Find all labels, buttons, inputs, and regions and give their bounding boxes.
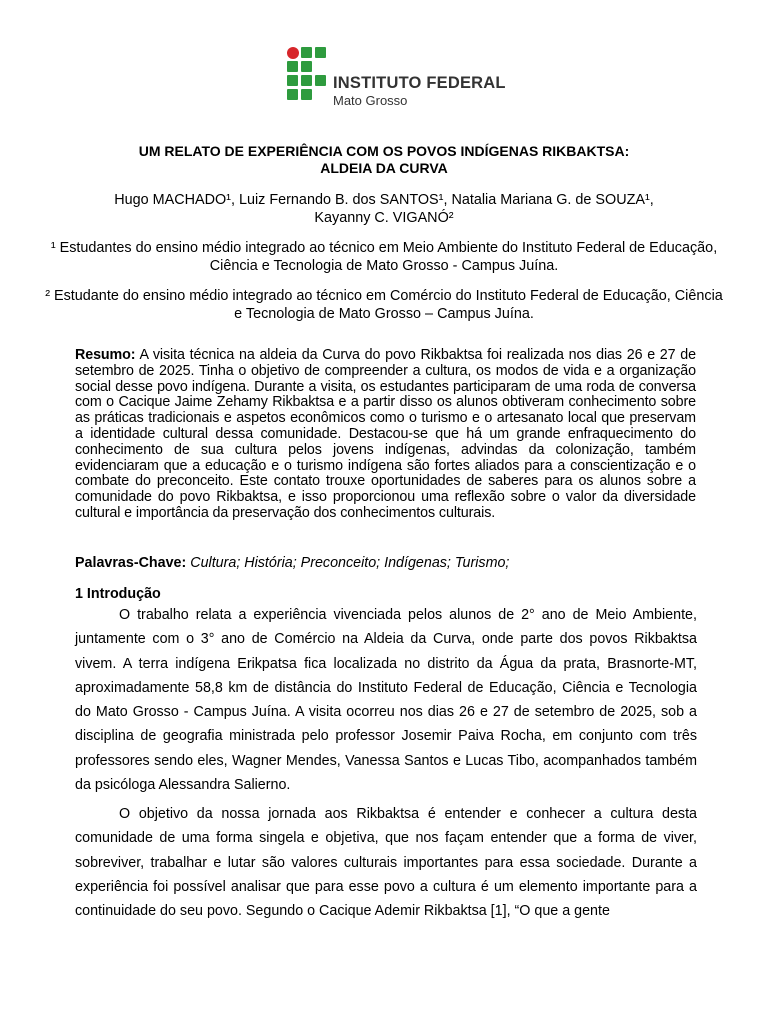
authors-line-2: Kayanny C. VIGANÓ² — [314, 210, 454, 226]
logo-subtitle: Mato Grosso — [333, 93, 408, 108]
affiliation-2: ² Estudante do ensino médio integrado ao técnico em Comércio do Instituto Federal de Educação, Ciência e Tecnologia de Mato Grosso – Campus Juína. — [45, 288, 723, 322]
institute-logo — [286, 46, 506, 108]
authors-line-1: Hugo MACHADO¹, Luiz Fernando B. dos SANTOS¹, Natalia Mariana G. de SOUZA¹, — [114, 192, 654, 208]
logo-mark-icon — [286, 46, 326, 106]
abstract-text: A visita técnica na aldeia da Curva do povo Rikbaktsa foi realizada nos dias 26 e 27 de setembro de 2025. Tinha o objetivo de compreender a cultura, os modos de vida e a organização social desse povo indígena. Durante a visita, os estudantes participaram de uma roda de conversa com o Cacique Jaime Zehamy Rikbaktsa e a partir disso os alunos obtiveram conhecimento sobre as práticas tradicionais e aspetos econômicos como o turismo e o artesanato local que preservam a identidade cultural dessa comunidade. Destacou-se que há um grande enfraquecimento do conhecimento de sua cultura pelos jovens indígenas, advindas da colonização, também evidenciaram que a educação e o turismo indígena são fortes aliados para a conscientização e o combate do preconceito. Este contato trouxe oportunidades de saberes para os alunos sobre a comunidade do povo Rikbaktsa, e isso proporcionou uma reflexão sobre o valor da diversidade cultural e importância da preservação dos conhecimentos culturais. — [75, 347, 696, 521]
title-line-1: UM RELATO DE EXPERIÊNCIA COM OS POVOS INDÍGENAS RIKBAKTSA: — [138, 143, 630, 159]
title-line-2: ALDEIA DA CURVA — [320, 160, 448, 176]
abstract — [75, 348, 696, 522]
author-list — [40, 191, 728, 227]
keywords — [75, 555, 696, 572]
keywords-text: Cultura; História; Preconceito; Indígenas; Turismo; — [186, 555, 510, 571]
abstract-label: Resumo: — [75, 347, 136, 363]
section-heading: 1 Introdução — [75, 586, 161, 602]
keywords-label: Palavras-Chave: — [75, 555, 187, 571]
logo-name: INSTITUTO FEDERAL — [333, 74, 506, 92]
affiliation-1: ¹ Estudantes do ensino médio integrado ao técnico em Meio Ambiente do Instituto Federal de Educação, Ciência e Tecnologia de Mato Grosso - Campus Juína. — [50, 240, 718, 274]
body-paragraph-1: O trabalho relata a experiência vivenciada pelos alunos de 2° ano de Meio Ambiente, juntamente com o 3° ano de Comércio na Aldeia da Curva, onde parte dos povos Rikbaktsa vivem. A terra indígena Erikpatsa fica localizada no distrito da Água da prata, Brasnorte-MT, aproximadamente 58,8 km de distância do Instituto Federal de Educação, Ciência e Tecnologia do Mato Grosso - Campus Juína. A visita ocorreu nos dias 26 e 27 de setembro de 2025, sob a disciplina de geografia ministrada pelo professor Josemir Paiva Rocha, em conjunto com três professores sendo eles, Wagner Mendes, Vanessa Santos e Lucas Tibo, acompanhados também da psicóloga Alessandra Salierno. — [75, 607, 697, 794]
paper-title — [60, 143, 708, 177]
body-paragraph-2: O objetivo da nossa jornada aos Rikbaktsa é entender e conhecer a cultura desta comunidade de uma forma singela e objetiva, que nos façam entender que a forma de viver, sobreviver, trabalhar e lutar são valores culturais importantes para essa sociedade. Durante a experiência foi possível analisar que para esse povo a cultura é um elemento importante para a continuidade do seu povo. Segundo o Cacique Ademir Rikbaktsa [1], “O que a gente — [75, 806, 697, 920]
